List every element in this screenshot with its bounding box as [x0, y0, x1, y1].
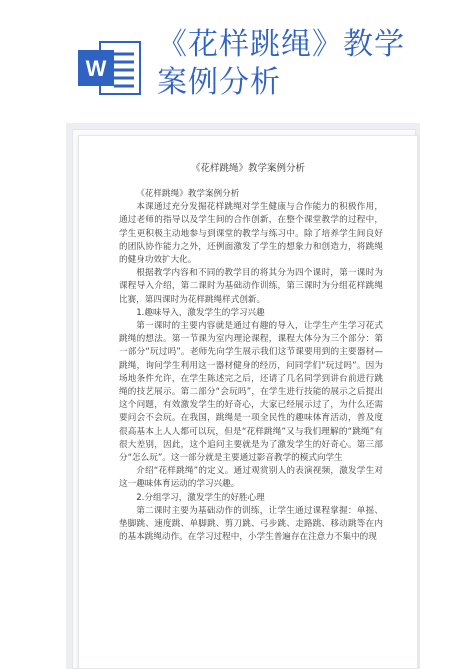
header-banner: [0, 0, 474, 118]
page-title-line-2: 案例分析: [157, 65, 281, 100]
paragraph: 第一课时的主要内容就是通过有趣的导入，让学生产生学习花式跳绳的想法。第一节课为室内理论课程，课程大体分为三个部分：第一部分“玩过吗”。老师先向学生展示我们这节课要用到的主要器材—跳绳，询问学生利用这一器材健身的经历，问同学们“玩过吗”。因为场地条件允许，在学生陈述完之后，还请了几名同学到讲台前进行跳绳的技艺展示。第二部分“会玩吗”，在学生进行技能的展示之后提出这个问题，有效激发学生的好奇心，大家已经展示过了，为什么还需要问会不会玩。在我国，跳绳是一项全民性的趣味体育活动，普及度很高基本上人人都可以玩，但是“花样跳绳”又与我们理解的“跳绳”有很大差别，因此，这个追问主要就是为了激发学生的好奇心。第三部分“怎么玩”。这一部分就是主要通过影音教学的模式向学生: [119, 321, 383, 464]
paragraph: 介绍“花样跳绳”的定义。通过观赏别人的表演视频，激发学生对这一趣味体育运动的学习兴趣。: [119, 466, 383, 490]
page-title: [157, 26, 405, 102]
word-icon-letter: W: [85, 56, 107, 81]
section-heading: 1.趣味导入，激发学生的学习兴趣: [136, 307, 265, 318]
section-heading: 2.分组学习，激发学生的好胜心理: [136, 492, 265, 503]
document-body: [119, 188, 383, 544]
word-document-icon: [78, 40, 142, 96]
paragraph: 本课通过充分发掘花样跳绳对学生健康与合作能力的积极作用，通过老师的指导以及学生间的合作创新，在整个课堂教学的过程中，学生更积极主动地参与到课堂的教学与练习中。除了培养学生间良好的团队协作能力之外，还例面激发了学生的想象力和创造力，将跳绳的健身功效扩大化。: [119, 202, 383, 266]
paragraph: 《花样跳绳》教学案例分析: [136, 189, 240, 199]
paragraph: 根据教学内容和不同的教学目的将其分为四个课时，第一课时为课程导入介绍，第二课时为基础动作训练，第三课时为分组花样跳绳比赛，第四课时为花样跳绳样式创新。: [119, 268, 383, 305]
document-title: 《花样跳绳》教学案例分析: [190, 163, 305, 174]
document-page: [78, 135, 418, 669]
page-title-line-1: 《花样跳绳》教学: [157, 27, 405, 62]
paragraph: 第二课时主要为基础动作的训练，让学生通过课程掌握：单摇、垫脚跳、速度跳、单脚跳、剪刀跳、弓步跳、走路跳、移动跳等在内的基本跳绳动作。在学习过程中，小学生普遍存在注意力不集中的现: [119, 505, 383, 543]
